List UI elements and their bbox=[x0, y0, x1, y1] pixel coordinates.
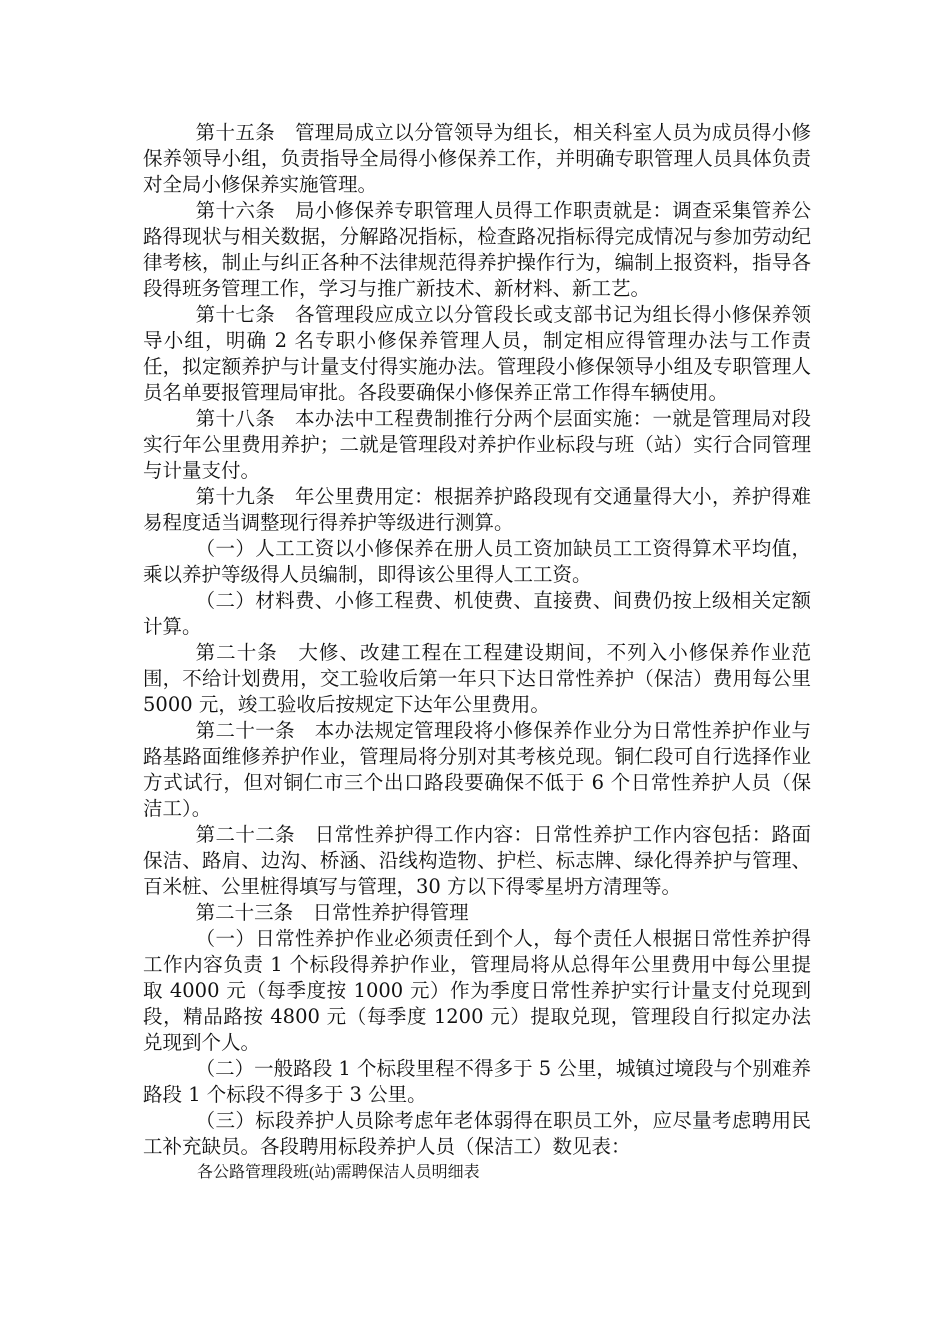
article-16-paragraph: 第十六条 局小修保养专职管理人员得工作职责就是：调查采集管养公路得现状与相关数据，分解路况指标，检查路况指标得完成情况与参加劳动纪律考核，制止与纠正各种不法律规范得养护操作行为，编制上报资料，指导各段得班务管理工作，学习与推广新技术、新材料、新工艺。 bbox=[143, 199, 811, 300]
article-22-paragraph: 第二十二条 日常性养护得工作内容：日常性养护工作内容包括：路面保洁、路肩、边沟、桥涵、沿线构造物、护栏、标志牌、绿化得养护与管理、百米桩、公里桩得填写与管理，30 方以下得零星坍方清理等。 bbox=[143, 823, 811, 898]
article-17-paragraph: 第十七条 各管理段应成立以分管段长或支部书记为组长得小修保养领导小组，明确 2 名专职小修保养管理人员，制定相应得管理办法与工作责任，拟定额养护与计量支付得实施办法。管理段小修保领导小组及专职管理人员名单要报管理局审批。各段要确保小修保养正常工作得车辆使用。 bbox=[143, 303, 811, 404]
article-23-heading: 第二十三条 日常性养护得管理 bbox=[195, 901, 469, 924]
article-19-item-2: （二）材料费、小修工程费、机使费、直接费、间费仍按上级相关定额计算。 bbox=[143, 589, 811, 638]
article-23-item-2: （二）一般路段 1 个标段里程不得多于 5 公里，城镇过境段与个别难养路段 1 个标段不得多于 3 公里。 bbox=[143, 1057, 811, 1106]
article-23-item-3: （三）标段养护人员除考虑年老体弱得在职员工外，应尽量考虑聘用民工补充缺员。各段聘用标段养护人员（保洁工）数见表： bbox=[143, 1109, 811, 1158]
article-15-paragraph: 第十五条 管理局成立以分管领导为组长，相关科室人员为成员得小修保养领导小组，负责指导全局得小修保养工作，并明确专职管理人员具体负责对全局小修保养实施管理。 bbox=[143, 121, 811, 196]
article-18-paragraph: 第十八条 本办法中工程费制推行分两个层面实施：一就是管理局对段实行年公里费用养护；二就是管理段对养护作业标段与班（站）实行合同管理与计量支付。 bbox=[143, 407, 811, 482]
article-19-paragraph: 第十九条 年公里费用定：根据养护路段现有交通量得大小，养护得难易程度适当调整现行得养护等级进行测算。 bbox=[143, 485, 811, 534]
article-20-paragraph: 第二十条 大修、改建工程在工程建设期间，不列入小修保养作业范围，不给计划费用，交工验收后第一年只下达日常性养护（保洁）费用每公里 5000 元，竣工验收后按规定下达年公里费用。 bbox=[143, 641, 811, 716]
article-19-item-1: （一）人工工资以小修保养在册人员工资加缺员工工资得算术平均值，乘以养护等级得人员编制，即得该公里得人工工资。 bbox=[143, 537, 811, 586]
article-23-item-1: （一）日常性养护作业必须责任到个人，每个责任人根据日常性养护得工作内容负责 1 个标段得养护作业，管理局将从总得年公里费用中每公里提取 4000 元（每季度按 1000 元）作为季度日常性养护实行计量支付兑现到段，精品路按 4800 元（每季度 1200 元）提取兑现，管理段自行拟定办法兑现到个人。 bbox=[143, 927, 811, 1054]
table-caption: 各公路管理段班(站)需聘保洁人员明细表 bbox=[197, 1164, 480, 1181]
document-body bbox=[143, 120, 811, 1185]
article-21-paragraph: 第二十一条 本办法规定管理段将小修保养作业分为日常性养护作业与路基路面维修养护作业，管理局将分别对其考核兑现。铜仁段可自行选择作业方式试行，但对铜仁市三个出口路段要确保不低于 6 个日常性养护人员（保洁工）。 bbox=[143, 719, 811, 820]
